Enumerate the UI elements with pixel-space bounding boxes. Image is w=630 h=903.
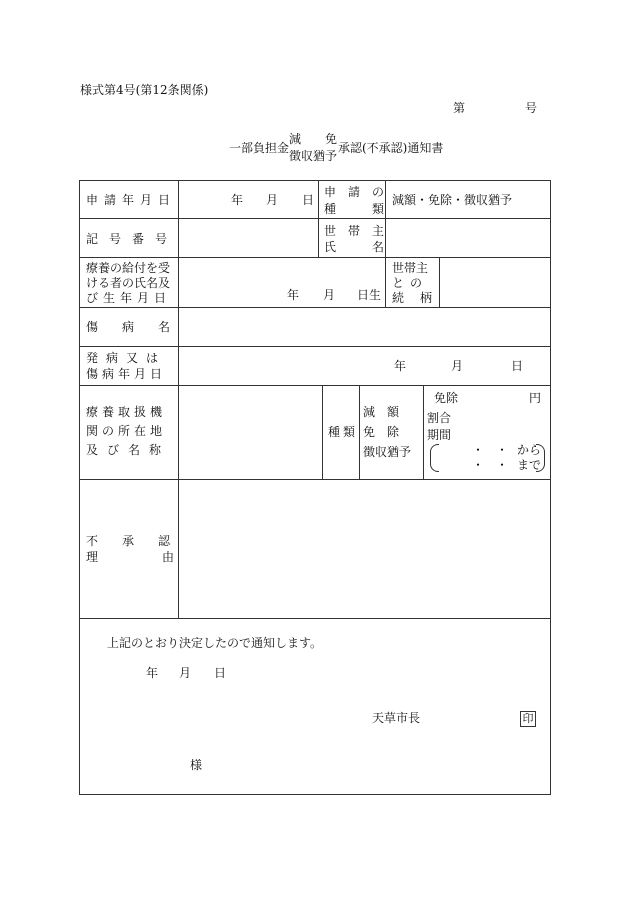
period-label: 期間 [427,428,452,442]
row-divider [79,618,551,619]
app-date-month: 月 [266,193,279,207]
title-option-upper: 減 免 [289,132,338,146]
symbol-number-label: 記号番号 [86,232,179,246]
birth-day-suffix: 日生 [357,288,382,302]
title-option-lower: 徴収猶予 [289,149,338,163]
onset-date-label: 傷病年月日 [86,367,167,381]
column-divider [385,180,386,257]
notice-month: 月 [179,666,192,680]
notice-text: 上記のとおり決定したので通知します。 [107,636,323,650]
onset-year: 年 [394,359,407,373]
notice-year: 年 [146,666,159,680]
row-divider [79,346,551,347]
mayor-title: 天草市長 [372,711,421,725]
ratio-label: 割合 [427,411,452,425]
birth-year: 年 [287,288,300,302]
column-divider [385,257,386,307]
period-to-label: まで [517,458,542,472]
form-number: 様式第4号(第12条関係) [80,83,209,97]
app-date-year: 年 [231,193,244,207]
row-divider [79,385,551,386]
institution-label: 及び名称 [86,443,171,457]
application-type-label: 申 請 の [324,185,385,199]
period-bracket-left [430,444,439,472]
number-suffix: 号 [525,101,538,115]
institution-label: 関の所在地 [86,424,167,438]
recipient-label: ける者の氏名及 [86,276,171,290]
relation-label: 世帯主 [392,261,429,275]
kind-option-reduction: 減 額 [363,405,400,419]
title-suffix: 承認(不承認)通知書 [338,141,444,155]
title-prefix: 一部負担金 [229,141,290,155]
seal-mark: 印 [520,711,536,727]
recipient-label: び生年月日 [86,291,172,305]
application-type-label: 種 類 [324,202,385,216]
row-divider [79,257,551,258]
yen-unit: 円 [529,391,542,405]
onset-day: 日 [511,359,524,373]
relation-label: 続柄 [392,291,449,305]
kind-option-deferral: 徴収猶予 [363,445,412,459]
number-prefix: 第 [453,101,466,115]
onset-date-label: 発病又は [86,351,167,365]
row-divider [79,307,551,308]
column-divider [359,385,360,479]
institution-label: 療養取扱機 [86,405,167,419]
exemption-amount-label: 免除 [434,391,459,405]
period-from-label: から [517,443,542,457]
period-to-dots: ・ ・ [472,458,509,472]
rejection-reason-label: 理由 [86,550,239,564]
kind-option-exemption: 免 除 [363,425,400,439]
onset-month: 月 [451,359,464,373]
disease-name-label: 傷病名 [86,320,195,334]
column-divider [322,385,323,479]
birth-month: 月 [323,288,336,302]
relation-label: との [392,276,429,290]
application-type-value: 減額・免除・徴収猶予 [392,193,513,207]
column-divider [423,385,424,479]
notice-day: 日 [214,666,227,680]
rejection-label: 不承認 [86,534,195,548]
row-divider [79,479,551,480]
period-from-dots: ・ ・ [472,443,509,457]
household-head-name-label: 世 帯 主 [324,224,385,238]
recipient-label: 療養の給付を受 [86,261,171,275]
addressee-suffix: 様 [190,758,203,772]
row-divider [79,218,551,219]
application-date-label: 申請年月日 [86,193,177,207]
app-date-day: 日 [302,193,315,207]
household-head-name-label: 氏 名 [324,240,385,254]
kind-label: 種類 [328,425,359,439]
column-divider [318,180,319,257]
